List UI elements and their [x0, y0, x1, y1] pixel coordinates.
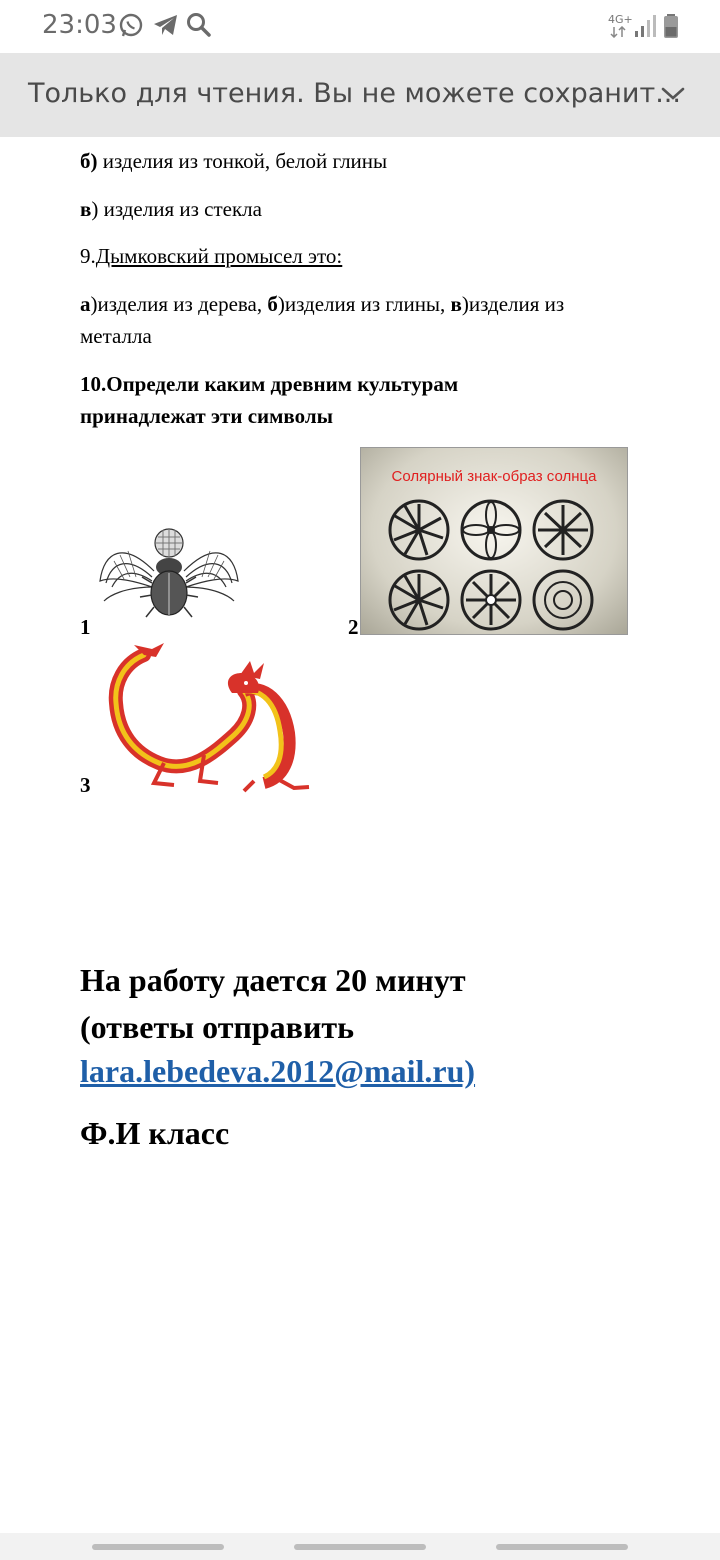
- solar-symbols-icon: [361, 448, 627, 634]
- send-answers-line: (ответы отправить: [80, 1009, 355, 1045]
- solar-caption: Солярный знак-образ солнца: [391, 468, 597, 485]
- signal-icon: [634, 14, 656, 38]
- question-9-text: Дымковский промысел это:: [95, 244, 343, 268]
- image-label-2: 2: [348, 615, 359, 639]
- option-v-text: )изделия из: [461, 292, 565, 316]
- option-b-letter: б: [267, 292, 278, 316]
- dragon-image: [104, 643, 314, 793]
- navigation-bar: [0, 1533, 720, 1560]
- image-label-1: 1: [80, 615, 91, 639]
- answer-v-text: ) изделия из стекла: [91, 197, 262, 221]
- question-9-number: 9.: [80, 244, 96, 268]
- status-bar: [0, 0, 720, 53]
- scarab-image: [94, 521, 244, 631]
- option-a-text: )изделия из дерева,: [90, 292, 268, 316]
- solar-sign-image: [360, 447, 628, 635]
- question-9-options-cont: металла: [80, 324, 152, 348]
- question-9-options: [80, 288, 564, 320]
- status-time: 23:03: [42, 10, 117, 40]
- option-v-letter: в: [450, 292, 462, 316]
- answer-line-v: [80, 193, 262, 225]
- telegram-icon: [152, 12, 180, 38]
- answer-b-text: изделия из тонкой, белой глины: [97, 149, 388, 173]
- work-time-line: На работу дается 20 минут: [80, 962, 466, 998]
- image-label-3: 3: [80, 773, 91, 797]
- option-b-text: )изделия из глины,: [277, 292, 451, 316]
- whatsapp-icon: [118, 12, 144, 40]
- question-10-line1: 10.Определи каким древним культурам: [80, 372, 459, 396]
- network-type: 4G+: [608, 13, 633, 26]
- answer-v-letter: в: [80, 197, 92, 221]
- data-arrows-icon: [610, 26, 628, 38]
- battery-icon: [662, 13, 680, 39]
- question-10-line2: принадлежат эти символы: [80, 404, 334, 428]
- answer-line-b: [80, 145, 387, 177]
- nav-recent-button[interactable]: [92, 1544, 224, 1550]
- answer-b-letter: б): [80, 149, 98, 173]
- question-9: [80, 240, 342, 272]
- nav-home-button[interactable]: [294, 1544, 426, 1550]
- email-link[interactable]: lara.lebedeva.2012@mail.ru): [80, 1053, 476, 1089]
- name-class-line: Ф.И класс: [80, 1115, 230, 1151]
- search-icon: [186, 12, 212, 38]
- read-only-banner[interactable]: [0, 53, 720, 137]
- read-only-banner-text: Только для чтения. Вы не можете сохранит...: [28, 78, 681, 109]
- option-a-letter: а: [80, 292, 91, 316]
- nav-back-button[interactable]: [496, 1544, 628, 1550]
- chevron-down-icon[interactable]: [660, 85, 686, 103]
